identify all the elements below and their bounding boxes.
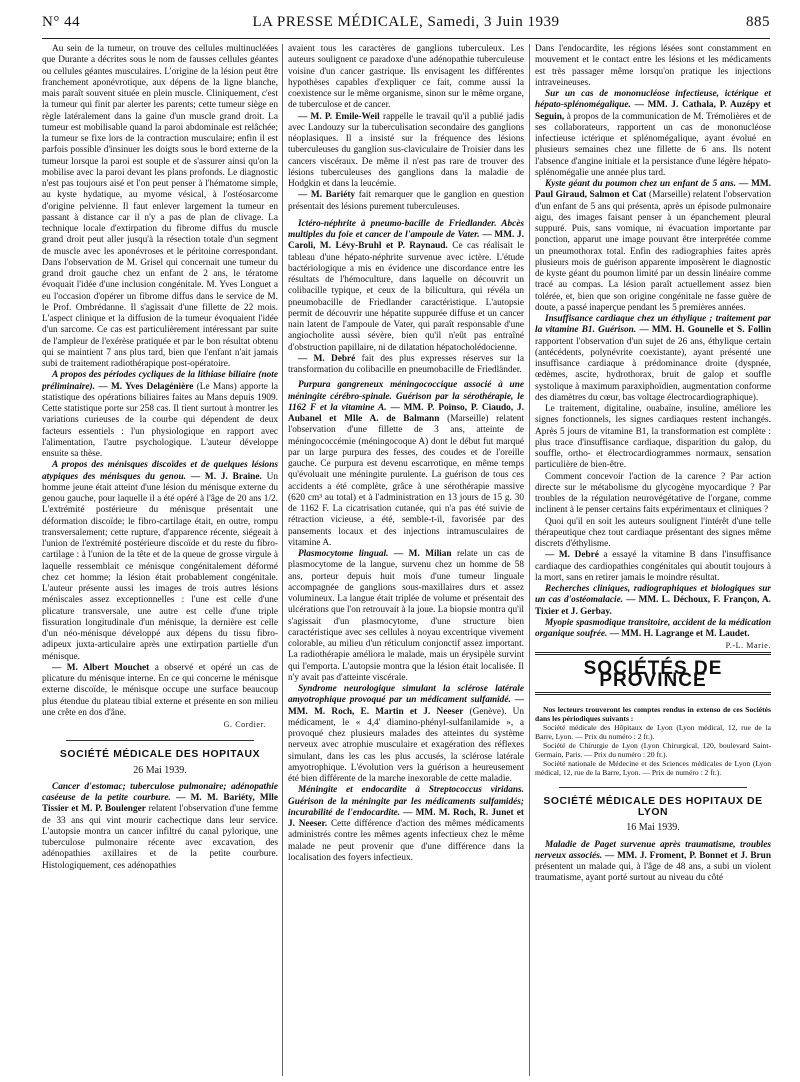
article-debre-2 xyxy=(535,550,771,584)
article-recherches xyxy=(535,584,771,618)
article-kyste xyxy=(535,179,771,314)
article-title: A propos des périodes cycliques de la lithiase biliaire (note préliminaire). xyxy=(42,370,278,392)
article-title: Cancer d'estomac; tuberculose pulmonaire; adénopathie caséeuse de la petite courbure. xyxy=(42,781,278,803)
article-title: Sur un cas de mononucléose infectieuse, ictérique et hépato-splénomégalique. xyxy=(535,89,771,111)
article-mouchet xyxy=(42,663,278,719)
signature: G. Cordier. xyxy=(223,720,266,729)
article-authors: — M. Milian xyxy=(393,549,452,559)
article-authors: — MM. L. Déchoux, F. Françon, A. Tixier et J. Gerbay. xyxy=(535,595,771,617)
article-debre xyxy=(288,354,524,377)
article-title: Myopie spasmodique transitoire, accident de la médication organique soufrée. xyxy=(535,617,771,639)
section-rule xyxy=(66,740,255,741)
article-body: Cette différence d'action des mêmes médicaments administrés contre les mêmes agents infectieux chez le même malade ne peut provenir que d'une différence dans la localisation des foyers infectieux. xyxy=(288,819,524,863)
article-authors: — M. Debré xyxy=(545,550,599,561)
section-date: 16 Mai 1939. xyxy=(626,822,680,834)
article-cancer xyxy=(42,782,278,872)
article-body: relate un cas de plasmocytome de la langue, survenu chez un homme de 58 ans, porteur depuis huit mois d'une tumeur linguale accompagnée de ganglions sous-maxillaires durs et assez volumineux. La langue était triplée de volume et présentait des ulcérations que l'on retrouvait à la joue. La biopsie montra qu'il s'agissait d'un plasmocytome, d'une structure bien caractéristique avec ses cellules à noyau excentrique vivement colorable, au milieu d'un réticulum conjonctif assez important. La radiothérapie améliora le malade, mais un érysipèle survint qui l'emporta. L'autopsie montra que la lésion était localisée. Il n'y avait pas d'atteinte viscérale. xyxy=(288,549,524,683)
article-authors: — MM. J. Cathala, P. Auzépy et Seguin, xyxy=(535,100,771,122)
article-body: (Le Mans) apporte la statistique des opérations biliaires faites au Mans depuis 1909. Cette statistique porte sur 258 cas. Il tient surtout à montrer les variations curieuses de la courbe qui dépendent de deux facteurs essentiels : l'un physiologique en rapport avec l'alimentation, l'autre psychologique. L'auteur développe ensuite sa thèse. xyxy=(42,381,278,459)
article-body: a observé et opéré un cas de plicature du ménisque interne. En ce qui concerne le ménisque externe discoïde, le ménisque occupe une surface beaucoup plus étendue du plateau tibial externe et présente en son milieu une crête en dos d'âne. xyxy=(42,662,278,718)
article-mononucleose xyxy=(535,89,771,179)
notice-item: Société de Chirurgie de Lyon (Lyon Chirurgical, 120, boulevard Saint-Germain, Paris. — Prix du numéro : 20 fr.). xyxy=(535,740,771,759)
article-title: Kyste géant du poumon chez un enfant de 5 ans. xyxy=(545,179,736,189)
article-authors: — M. Bariéty xyxy=(298,190,356,201)
article-paget xyxy=(535,840,771,885)
paragraph: Quoi qu'il en soit les auteurs soulignent l'intérêt d'une telle thérapeutique chez tout cardiaque présentant des signes même discrets d'éthylisme. xyxy=(535,516,771,549)
article-body: rappelle le travail qu'il a publié jadis avec Landouzy sur la tuberculisation secondaire des ganglions néoplasiques. Il a insisté sur la fréquence des lésions tuberculeuses du ganglion sus-claviculaire de Troisier dans les cancers viscéraux. De même il n'est pas rare de trouver des lésions tuberculeuses des ganglions dans la maladie de Hodgkin et dans la leucémie. xyxy=(288,111,524,189)
notice-item: Société médicale des Hôpitaux de Lyon (Lyon médical, 12, rue de la Barre, Lyon. — Prix du numéro : 2 fr.). xyxy=(535,722,771,741)
header-rule xyxy=(42,38,770,39)
article-authors: — M. Albert Mouchet xyxy=(52,662,150,673)
notice-block xyxy=(535,705,771,777)
article-syndrome xyxy=(288,684,524,785)
article-menisques xyxy=(42,460,278,663)
column-divider xyxy=(529,44,530,1076)
article-title: Purpura gangreneux méningococcique associé à une méningite cérébro-spinale. Guérison par la sérothérapie, le 1162 F et la vitamine A. xyxy=(288,380,524,413)
article-meningite xyxy=(288,785,524,864)
article-body: relatent l'observation d'une femme de 33 ans qui vint mourir cachectique dans leur service. L'autopsie montra un cancer infiltré du canal pylorique, une tuberculose pulmonaire récente avec excavation, des adénopathies axillaires et de la petite courbure. Histologiquement, ces adénopathies xyxy=(42,804,278,871)
article-body: Un homme jeune était atteint d'une lésion du ménisque externe du genou gauche, pour laquelle il a été opéré à l'âge de 20 ans 1/2. L'extrémité postérieure du ménisque présentait une déformation discoïde; le fibro-cartilage était, en outre, rompu transversalement; cette rupture, d'apparence récente, siégeait à l'union de l'extrémité postérieure discoïde et du reste du fibro-cartilage : à l'union de la tête et de la queue de grosse virgule à laquelle ressemblait ce ménisque congénitalement déformé chez cet homme; la lésion était probablement congénitale. L'auteur présente aussi les images de trois autres lésions méniscales assez exceptionnelles : l'une est celle d'une plicature transversale, une autre est celle d'une triple fissuration longitudinale d'un ménisque, la dernière est celle d'un néo-ménisque développé aux dépens du tissu fibro-adipeux juxta-articulaire après une extirpation partielle d'un ménisque. xyxy=(42,471,278,662)
article-authors: — M. Debré xyxy=(298,353,356,364)
article-authors: — M. Yves Delagénière xyxy=(98,381,194,392)
section-title: SOCIÉTÉ MÉDICALE DES HOPITAUX xyxy=(59,749,261,761)
article-bariety xyxy=(288,190,524,213)
article-authors: — MM. P. Poinso, P. Ciaudo, J. Aubanel et Mlle A. de Balmann xyxy=(288,402,524,424)
article-ictere xyxy=(288,219,524,354)
paragraph: avaient tous les caractères de ganglions tuberculeux. Les auteurs soulignent ce paradoxe d'une adénopathie tuberculeuse voisine d'un cancer gastrique. Ils envisagent les différentes hypothèses capables d'expliquer ce fait, comme aussi la coexistence sur le même organisme, sinon sur le même organe, de tuberculose et de cancer. xyxy=(288,44,524,111)
article-body: (Marseille) relatent l'observation d'un enfant de 5 ans qui présenta, après un épisode pulmonaire aigu, des images faisant penser à un épanchement pleural suppuré. Puis, sans vomique, ni évacuation importante par ponction, apparut une image pouvant être interprétée comme un pneumothorax total. Enfin des radiographies faites après plusieurs mois de guérison apparente imposèrent le diagnostic de kyste géant du poumon limité par un dessin linéaire comme tracé au compas. La lésion paraît actuellement assez bien tolérée, et, bien que son origine congénitale ne fasse guère de doute, a passé inaperçue pendant les 5 premières années. xyxy=(535,190,771,313)
article-title: Méningite et endocardite à Streptococcus viridans. Guérison de la méningite par les médicaments sulfamidés; incurabilité de l'endocardite. xyxy=(288,785,524,818)
article-plasmocytome xyxy=(288,549,524,684)
column-1 xyxy=(42,44,278,1076)
article-purpura xyxy=(288,380,524,549)
paragraph: Au sein de la tumeur, on trouve des cellules multinucléées que Durante a décrites sous le nom de fausses cellules géantes ou cellules géantes musculaires. L'origine de la lésion peut être franchement aponévrotique, aux dépens de la ligne blanche, mais paraît souvent située en plein muscle. Cliniquement, c'est la tumeur qui finit par alerter les parents; cette tumeur siège en règle latéralement dans la gaine d'un muscle grand droit. La tumeur est mobilisable quand la paroi abdominale est relâchée; la tumeur se fixe lors de la contraction musculaire; enfin il est parfois possible d'insinuer les doigts sous le bord externe de la tumeur lorsque la paroi est souple et de s'assurer ainsi qu'on la mobilise avec la paroi devant les plans profonds. Le diagnostic n'est pas toujours aisé et l'on peut penser à l'hématome simple, au kyste hydatique, au myome vésical, à l'ostéosarcome d'origine pelvienne. Il faut enlever largement la tumeur en passant à distance car il n'y a pas de plan de clivage. La technique locale d'extirpation du fibrome diffus du muscle grand droit peut aller jusqu'à la résection totale d'un segment de muscle avec les aponévroses et le péritoine correspondant. Dans l'observation de M. Grisel qui concernait une tumeur du grand droit gauche chez un enfant de 2 ans, le tératome évoquait l'idée d'une inclusion congénitale. M. Yves Longuet a eu l'occasion d'opérer un fibrome diffus dans le service de M. le Prof. Ombrédanne. Il s'agissait d'une fillette de 22 mois. L'aspect clinique et la diffusion de la tumeur évoquaient l'idée d'un sarcome. Ce cas est particulièrement intéressant par suite de l'ampleur de l'exérèse pratiquée et par le bon résultat obtenu qui se maintient 7 ans plus tard, bien que l'enfant n'ait jamais subi de traitement radiothérapique post-opératoire. xyxy=(42,44,278,369)
article-body: a essayé la vitamine B dans l'insuffisance cardiaque des cardiopathies congénitales qui aboutit toujours à la mort, sans en retirer jamais le moindre résultat. xyxy=(535,550,771,583)
issue-number: N° 44 xyxy=(42,14,81,30)
section-title: SOCIÉTÉ MÉDICALE DES HOPITAUX DE LYON xyxy=(543,795,763,818)
article-body: fait remarquer que le ganglion en question présentait des lésions purement tuberculeuses. xyxy=(288,190,524,212)
article-authors: — MM. H. Lagrange et M. Laudet. xyxy=(609,629,750,639)
article-title: Ictéro-néphrite à pneumo-bacille de Friedlander. Abcès multiples du foie et cancer de l'ampoule de Vater. xyxy=(288,218,524,240)
column-3 xyxy=(535,44,771,1076)
signature: P.-L. Marie. xyxy=(725,641,771,651)
notice-intro: Nos lecteurs trouveront les comptes rendus in extenso de ces Sociétés dans les périodiques suivants : xyxy=(535,704,771,723)
masthead-title: LA PRESSE MÉDICALE, Samedi, 3 Juin 1939 xyxy=(252,14,560,30)
article-body: présentent un malade qui, à l'âge de 48 ans, a subi un violent traumatisme, ayant porté surtout au niveau du côté xyxy=(535,862,771,884)
article-authors: — M. P. Emile-Weil xyxy=(298,111,380,122)
article-authors: — MM. M. Roch, E. Martin et J. Neeser xyxy=(288,695,524,717)
article-insuffisance xyxy=(535,314,771,404)
article-title: Recherches cliniques, radiographiques et biologiques sur un cas d'ostéomalacie. xyxy=(535,584,771,606)
article-title: Maladie de Paget survenue après traumatisme, troubles nerveux associés. xyxy=(535,839,771,861)
paragraph: Le traitement, digitaline, ouabaïne, insuline, améliore les signes fonctionnels, les signes cardiaques restent inchangés. Après 5 jours de vitamine B1, la transformation est complète : plus trace d'insuffisance cardiaque, disparition du galop, du souffle, ortho- et électrocardiogrammes normaux, sensation particulière de bien-être. xyxy=(535,404,771,471)
article-authors: — MM. M. Roch, R. Junet et J. Neeser. xyxy=(288,807,524,829)
section-date: 26 Mai 1939. xyxy=(133,764,187,776)
article-body: fait des plus expresses réserves sur la transformation du colibacille en pneumobacille de Friedländer. xyxy=(288,353,524,375)
notice-item: Société nationale de Médecine et des Sciences médicales de Lyon (Lyon médical, 12, rue de la Barre, Lyon. — Prix de numéro : 2 fr.). xyxy=(535,758,771,777)
article-body: Ce cas réalisait le tableau d'une hépato-néphrite survenue avec ictère. L'étude bactériologique a mis en évidence une discordance entre les résultats de l'hémoculture, dans laquelle on découvrit un colibacille typique, et ceux de la bilicultura, qui révéla un pneumobacille de Friedlander caractéristique. L'autopsie permit de découvrir une hépatite suppurée diffuse et un cancer nain latent de l'ampoule de Vater, qui paraît responsable d'une angiocholite aussi sévère, bien qu'il n'eût pas entraîné d'obstruction papillaire, ni de dilatation hépatocholédocienne. xyxy=(288,241,524,353)
article-authors: — MM. Paul Giraud, Salmon et Cat xyxy=(535,179,771,201)
article-body: rapportent l'observation d'un sujet de 26 ans, éthylique certain (antécédents, polynévrite coexistante), ayant présenté une insuffisance cardiaque à prédominance droite (dyspnée, œdèmes, ascite, hydrothorax, bruit de galop et souffle systolique à maximum paraxiphoïdien, augmentation conforme des diamètres du cœur, bas voltage électrocardiographique). xyxy=(535,336,771,403)
province-title: SOCIÉTÉS DE PROVINCE xyxy=(583,658,723,691)
paragraph: Comment concevoir l'action de la carence ? Par action directe sur le métabolisme du glycogène myocardique ? Par troubles de la régulation neurovégétative de l'organe, comme inclinent à le penser certains faits expérimentaux et cliniques ? xyxy=(535,471,771,516)
article-authors: — M. M. Bariéty, Mlle Tissier et M. P. Boulenger xyxy=(42,793,278,815)
article-body: (Marseille) relatent l'observation d'une fillette de 3 ans, atteinte de méningococcémie (méningocoque A) dont le début fut marqué par un large purpura des fesses, des coudes et de l'oreille gauche. Ce purpura est devenu escarrotique, en même temps qu'évoluait une méningite purulente. La guérison de tous ces accidents a été complète, grâce à une sérothérapie massive (620 cm³ au total) et à l'administration en 13 jours de 15 g. 30 de 1162 F. La cicatrisation cutanée, qui n'a pas été suivie de rétraction vicieuse, a été, semble-t-il, favorisée par des pansements locaux et des injections intramusculaires de vitamine A. xyxy=(288,414,524,548)
article-title: Plasmocytome lingual. xyxy=(298,549,389,559)
article-myopie xyxy=(535,617,771,651)
article-title: Insuffisance cardiaque chez un éthylique ; traitement par la vitamine B1. Guérison. xyxy=(535,314,771,336)
article-authors: — MM. H. Gounelle et S. Follin xyxy=(639,325,771,336)
article-authors: — M. J. Braine. xyxy=(190,471,262,482)
column-2 xyxy=(288,44,524,1076)
article-title: Syndrome neurologique simulant la sclérose latérale amyotrophique provoqué par un médicament sulfamidé. xyxy=(288,684,524,706)
province-banner xyxy=(535,652,771,695)
page-number: 885 xyxy=(746,14,770,30)
article-title: A propos des ménisques discoïdes et de quelques lésions atypiques des ménisques du genou. xyxy=(42,460,278,482)
page-header xyxy=(42,14,770,36)
article-weil xyxy=(288,112,524,191)
article-body: à propos de la communication de M. Trémolières et de ses collaborateurs, rapportent un cas de mononucléose infectieuse ictérique et splénomégalique, ayant évolué en plusieurs semaines chez une fillette de 6 ans. Ils notent l'absence d'angine initiale et la persistance d'une légère hépato-splénomégalie une année plus tard. xyxy=(535,111,771,178)
article-lithiase xyxy=(42,370,278,460)
paragraph: Dans l'endocardite, les régions lésées sont constamment en mouvement et le contact entre les lésions et les médicaments est très passager même lorsqu'on pratique les injections intraveineuses. xyxy=(535,44,771,88)
article-authors: — MM. J. Froment, P. Bonnet et J. Brun xyxy=(604,850,771,861)
column-divider xyxy=(282,44,283,1076)
article-body: (Genève). Un médicament, le « 4,4' diamino-phényl-sulfanilamide », a provoqué chez plusieurs malades des atteintes du système nerveux avec atrophie musculaire et exagération des réflexes simulant, dans les cas les plus accusés, la sclérose latérale amyotrophique. L'évolution vers la guérison a heureusement été bien différente de la marche inexorable de cette maladie. xyxy=(288,706,524,784)
section-rule xyxy=(559,787,748,788)
article-authors: — MM. J. Caroli, M. Lévy-Bruhl et P. Raynaud. xyxy=(288,230,524,252)
